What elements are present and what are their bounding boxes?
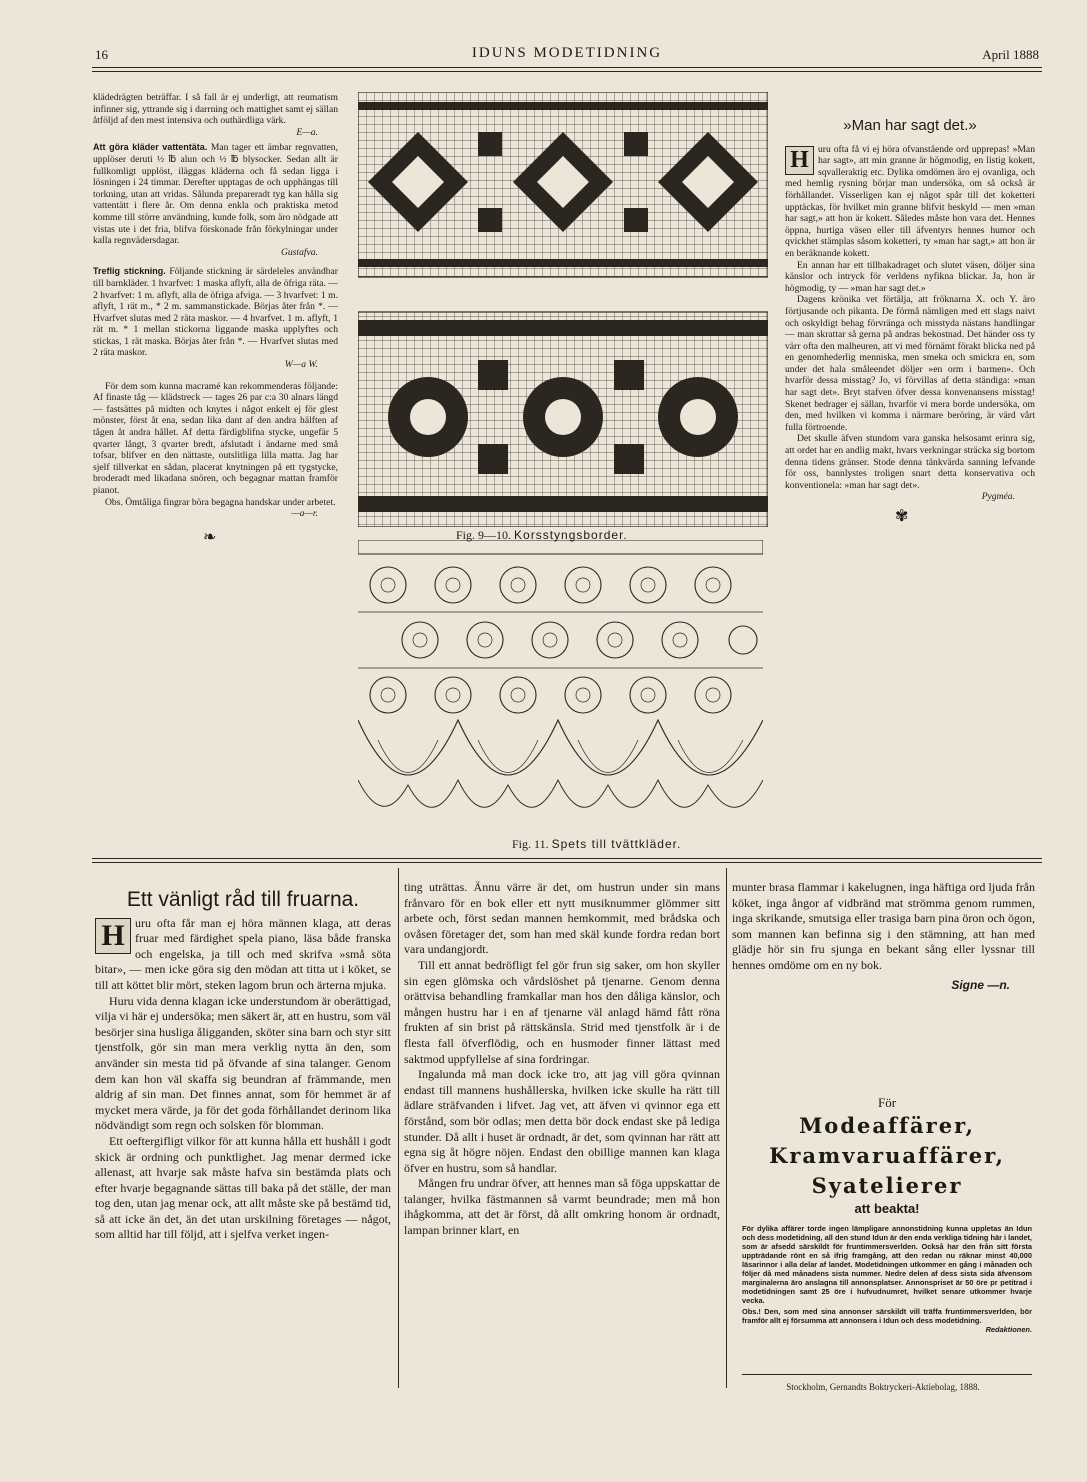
ad-for: För <box>877 1095 897 1110</box>
ad-line-1: Modeaffärer, <box>799 1113 975 1138</box>
advice-p7: Mången fru undrar öfver, att hennes man så föga uppskattar de talanger, hvilka fästmannen så varmt beundrade; men må hon ihågkomma, att det är först, då allt omkring honom är ordnadt, lampan brinner klart, en <box>404 1176 720 1238</box>
ad-line-4: att beakta! <box>854 1201 920 1216</box>
right-heading: »Man har sagt det.» <box>843 117 977 134</box>
left-p3-signature: W—a W. <box>284 359 318 371</box>
advice-p5: Till ett annat bedröfligt fel gör frun sig saker, om hon skyller sin egen glömska och vårdslöshet på tjenarne. Genom denna orättvisa behandling framkallar man hos den dåliga känslor, och mången hustru har i en af tjenarne väl anlagd hämd fått röna frukten af sin brist på rättskänsla. Strid med tjenstfolk är i de flesta fall öfverflödig, och en husmoder finner lättast med saktmod uppfyllelse af sina fordringar. <box>404 957 720 1066</box>
advice-p1 <box>95 916 391 994</box>
left-p5: Obs. Ömtåliga fingrar böra begagna handskar under arbetet. <box>105 496 336 508</box>
advice-p2: Huru vida denna klagan icke understundom är oberättigad, vilja vi här ej undersöka; men säkert är, att en hustru, som väl besörjer sina husliga åligganden, sköter sina barn och styr sitt tjenstfolk, gör sin man mera verklig nytta än den, som använder sin mesta tid på öfvande af sina talanger. Genom dem kan hon väl skaffa sig beundran af främmande, men aldrig af sin man. Det finnes annat, som för hemmet är af mycket mera värde, ja för det goda förhållandet derinom lika nödvändigt som regn och solsken för blomman. <box>95 993 391 1133</box>
left-p2-text: Man tager ett ämbar regnvatten, upplöser deruti ½ ℔ alun och ½ ℔ blysocker. Sedan allt är fullkomligt upplöst, iläggas kläderna och få sedan ligga i lösningen i 24 timmar. Derefter upptagas de och upphängas till torkning, utan att vridas. Sålunda prepareradt tyg kan hålla sig vattentätt i flere år. Om denna enkla och praktiska metod komme till större användning, kunde folk, som äro nödgade att vistas ute i det fria, blifva förskonade från förkylningar under kalla regnvädersdagar. <box>93 142 339 247</box>
right-column <box>785 117 1035 525</box>
right-drop-cap: H <box>785 146 814 175</box>
left-p1-signature: E—a. <box>296 126 318 138</box>
advice-signature: Signe —n. <box>951 977 1010 992</box>
leaf-ornament-icon: ❧ <box>203 528 217 546</box>
ad-line-3: Syatelierer <box>811 1173 963 1198</box>
left-p4: För dem som kunna macramé kan rekommenderas följande: Af finaste tåg — klädstreck — tages 26 par c:a 30 alnars längd — fastsättes på midten och knytes i något enkelt ej för glest mönster, först åt ena, sedan lika dant af den andra hälften af tågen åt andra hållet. Af detta färdigblifna stycke, ungefär 5 qvarter långt, 3 qvarter bredt, afslutadt i ändarne med små tofsar, blifver en den nättaste, outslitliga lilla matta. Jag har sjelf tillverkat en sådan, placerat knytningen på ett tygstycke, broderadt med likadana snören, och begagnar mattan framför pianot. <box>93 380 338 496</box>
left-p1: klädedrägten beträffar. I så fall är ej underligt, att reumatism infinner sig, yttrande sig i darrning och mattighet samt ej sällan åtföljd af den mest intensiva och outhärdliga värk. <box>93 92 338 127</box>
bottom-section-rule-2 <box>92 862 1042 863</box>
left-p2-heading: Att göra kläder vattentäta. <box>93 142 208 153</box>
figure-9-10-title: Korsstyngsborder. <box>514 528 628 542</box>
bottom-column-2 <box>404 880 720 1239</box>
ad-signature: Redaktionen. <box>985 1325 1032 1334</box>
printer-rule <box>742 1374 1032 1375</box>
figure-11-title: Spets till tvättkläder. <box>551 837 682 851</box>
masthead-title: IDUNS MODETIDNING <box>471 45 663 61</box>
lace-edging-figure <box>358 540 763 835</box>
page-header <box>95 45 1039 67</box>
left-p3 <box>93 266 338 359</box>
figure-11-caption <box>512 837 681 852</box>
right-p1-text: uru ofta få vi ej höra ofvanstående ord upprepas! »Man har sagt», att min granne är högmodig, en listig kokett, sqvalleraktig etc. Dylika omdömen äro ej ovanliga, och med hemlig rysning börjar man undersöka, om så också är förhållandet. Visserligen kan ej något spår till det koketteri upptäckas, för hvilket min granne blifvit beskyld — men »man har sagt,» att hon är kokett. Således måste hon vara det. Hennes öppna, hurtiga väsen eller till äfventyrs hennes humor och qvickhet stämplas såsom koketteri, ty »man har sagt,» att hon är en beräknande kokett. <box>785 143 1035 259</box>
bottom-section-rule <box>92 858 1042 859</box>
ad-obs: Obs.! Den, som med sina annonser särskildt vill träffa fruntimmersverlden, bör framför allt ej försumma att annonsera i Idun och dess modetidning. <box>742 1307 1032 1325</box>
ad-body: För dylika affärer torde ingen lämpligare annonstidning kunna uppletas än Idun och dess modetidning, all den stund Idun är den enda verkliga tidning här i landet, som är afsedd särskildt för fruntimmersverlden. Också har den från sitt första uppträdande rönt en så ifrig framgång, att den redan nu räknar minst 40,000 läsarinnor i alla delar af landet. Modetidningen utkommer en gång i månaden och följer då med månadens sista nummer. Nedre delen af dess sista sida äfvensom marginalerna äro anslagna till annonsplatser. Annonspriset är 50 öre pr petitrad i modetidningen samt 25 öre i hufvudnumret, hvilket senare utkommer hvarje vecka. <box>742 1224 1032 1305</box>
right-p4: Det skulle äfven stundom vara ganska helsosamt erinra sig, att ordet har en andlig makt, hvars verkningar sträcka sig bortom denna tidens gränser. Stode denna tänkvärda sanning lefvande för oss, bannlystes troligen snart detta konservativa och konventionela: »man har sagt det». <box>785 433 1035 491</box>
header-rule <box>92 67 1042 68</box>
advice-heading: Ett vänligt råd till fruarna. <box>126 888 360 911</box>
ad-line-2: Kramvaruaffärer, <box>769 1143 1005 1168</box>
cross-stitch-border-figure <box>358 92 768 527</box>
advice-p8: munter brasa flammar i kakelugnen, inga häftiga ord ljuda från köket, inga ångor af vidbränd mat strömma genom rummen, inga skrikande, smutsiga eller trasiga barn pina öron och ögon, som mannen kan befinna sig i den stämning, att han med glädje hör sin fru sjunga en bekant sång eller lyssnar till hennes omdöme om en ny bok. <box>732 880 1035 972</box>
column-divider-2 <box>726 868 727 1388</box>
page-number: 16 <box>95 47 108 62</box>
left-p3-text: Följande stickning är särdeleles användbar till barnkläder. 1 hvarfvet: 1 maska aflyft, alla de öfriga räta. — 2 hvarfvet: 1 m. aflyft, alla de öfriga afviga. — 3 hvarfvet: 1 m. aflyft, 1 rät m., * 2 m. sammanstickade. Börjas åter från *. — Hvarfvet slutas med 2 räta maskor. — 4 hvarfvet. 1 m. aflyft, 1 rät m. * 1 mellan stickorna liggande maska upplyftes och stickas, 1 rät maska. Börjas åter från *. — Hvarfvet slutas med 2 räta maskor. <box>93 266 338 359</box>
bottom-column-3 <box>732 880 1035 993</box>
right-p2: En annan har ett tillbakadraget och slutet väsen, döljer sina känslor och intryck för verldens nyfikna blickar. Ja, hon är högmodig, ty — »man har sagt det.» <box>785 259 1035 294</box>
left-p2-signature: Gustafva. <box>280 246 318 258</box>
advice-drop-cap: H <box>95 918 131 954</box>
left-p2 <box>93 142 338 246</box>
figure-9-10-number: Fig. 9—10. <box>456 528 512 542</box>
issue-date: April 1888 <box>982 47 1039 62</box>
advice-p3: Ett oeftergifligt vilkor för att kunna hålla ett hushåll i godt skick är ordning och punktlighet. Jag menar dermed icke allenast, att hvarje sak måste hafva sin bestämda plats och efter hvarje begagnande sättas till baka på det ställe, der man tog den, utan jag menar ock, att allt måste ske på bestämd tid, så att icke än det, än det utan urskilning företages — något, som alltid har till följd, att i sjelfva verket ingen- <box>95 1133 391 1242</box>
right-p3: Dagens krönika vet förtälja, att fröknarna X. och Y. äro förtjusande och pikanta. De förmå nämligen med ett slags naivt och oskyldigt behag förvränga och misstyda nästans handlingar — man skrattar så gerna på andras bekostnad. Det händer oss ty värr ofta den malheuren, att vi med förnämt förakt blicka ned på en genomhederlig menniska, men smeka och smickra en, som under det hala småleendet döljer »en orm i barmen». Och hvarför dessa misstag? Jo, vi förvillas af detta ständiga: »man har sagt det». Bryt stafven öfver dessa konvenansens misstag! Skenet bedrager ej sällan, hvarför vi mera borde undersöka, om den, med hvilken vi komma i närmare beröring, är värd vårt fulla förtroende. <box>785 294 1035 433</box>
left-column <box>93 92 339 546</box>
bottom-column-1 <box>95 888 391 1243</box>
advice-p1-text: uru ofta får man ej höra männen klaga, att deras fruar med färdighet spela piano, läsa både franska och engelska, ja till och med skrifva »små söta bitar», — men icke göra sig den mödan att titta ut i köket, se till att köttet blir mört, steken lagom brun och ärterna mjuka. <box>95 915 391 992</box>
left-p5-signature: —a—r. <box>291 508 318 520</box>
printer-imprint: Stockholm, Gernandts Boktryckeri-Aktiebolag, 1888. <box>786 1382 980 1392</box>
figure-11-number: Fig. 11. <box>512 837 549 851</box>
right-signature: Pygméa. <box>981 491 1015 503</box>
butterfly-ornament-icon: ✾ <box>895 508 909 525</box>
header-rule-2 <box>92 71 1042 72</box>
advice-p6: Ingalunda må man dock icke tro, att jag vill göra qvinnan endast till mannens hushållerska, hvilken icke skulle ha rätt till ädlare sträfvanden i lifvet. Jag vet, att äfven vi qvinnor ega ett förstånd, som bör odlas; men detta bör dock endast ske på lediga stunder. Då allt i huset är ordnadt, är det, som qvinnan har rätt att egna sig åt högre nöjen. Endast den obillige mannen kan klaga öfver en hustru, som så handlar. <box>404 1067 720 1175</box>
left-p3-heading: Treflig stickning. <box>93 266 166 277</box>
column-divider-1 <box>398 868 399 1388</box>
advice-p4: ting uträttas. Ännu värre är det, om hustrun under sin mans frånvaro för en bok eller ett nytt musiknummer glömmer sitt arbete och, först sedan mannen hemkommit, med brådska och ovåsen företager det, som han med skäl kunde fordra redan bort vara undangjordt. <box>404 880 720 957</box>
right-p1 <box>785 144 1035 260</box>
advertisement <box>742 1095 1032 1334</box>
